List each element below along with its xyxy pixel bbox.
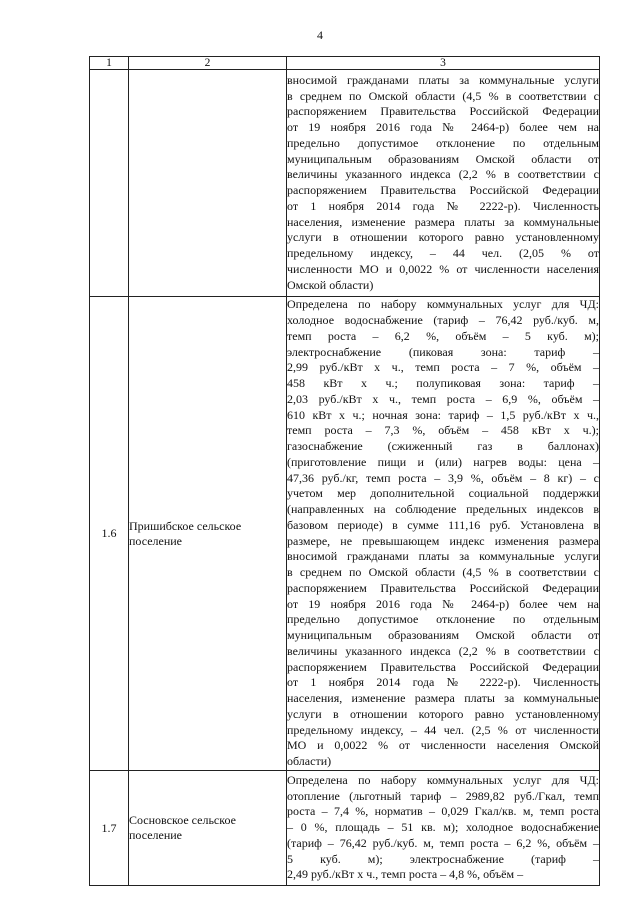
description-line: отопление (льготный тариф – 2989,82 руб./Гкал, темп — [287, 788, 599, 803]
description-line: темп роста – 7,3 %, объём – 458 кВт х ч.); — [287, 423, 599, 438]
description-line: предельному индексу, – 44 чел. (2,5 % от численности — [287, 722, 599, 737]
description-line: от 19 ноября 2016 года № 2464-р) более чем на — [287, 596, 599, 611]
description-line: предельно допустимое отклонение по отдельным — [287, 612, 599, 627]
description-line: 47,36 руб./кг, темп роста – 3,9 %, объём – 8 кг) – с — [287, 470, 599, 485]
row-number-cell — [90, 70, 129, 297]
description-line: холодное водоснабжение (тариф – 76,42 руб./куб. м, — [287, 313, 599, 327]
description-line: вносимой гражданами платы за коммунальные услуги — [287, 72, 599, 87]
header-col-2: 2 — [129, 57, 287, 70]
description-line: темп роста – 6,2 %, объём – 5 куб. м); — [287, 328, 599, 343]
description-line: в среднем по Омской области (4,5 % в соответствии с — [287, 88, 599, 103]
description-line: размере, не превышающем индекс изменения размера — [287, 533, 599, 548]
description-line: величины указанного индекса (2,2 % в соответствии с — [287, 167, 599, 182]
description-line: (приготовление пищи и (или) нагрев воды: цена – — [287, 454, 599, 469]
description-line: вносимой гражданами платы за коммунальные услуги — [287, 549, 599, 564]
row-settlement-name: Пришибское сельское поселение — [129, 297, 287, 771]
description-line: муниципальным образованиям Омской области от — [287, 628, 599, 642]
description-line: услуги в отношении которого равно установленному — [287, 230, 599, 245]
description-line: величины указанного индекса (2,2 % в соответствии с — [287, 643, 599, 658]
description-line: в среднем по Омской области (4,5 % в соответствии с — [287, 565, 599, 579]
description-line: Определена по набору коммунальных услуг для ЧД: — [287, 772, 599, 787]
table-row-1-5-continuation — [90, 70, 600, 297]
description-line: услуги в отношении которого равно установленному — [287, 706, 599, 721]
description-line: предельному индексу, – 44 чел. (2,05 % от — [287, 246, 599, 260]
table-row-1-7 — [90, 771, 600, 886]
description-line: базовом периоде) в сумме 111,16 руб. Установлена в — [287, 517, 599, 532]
description-line: населения, изменение размера платы за коммунальные — [287, 214, 599, 229]
description-line: 2,49 руб./кВт х ч., темп роста – 4,8 %, объём – — [287, 867, 524, 882]
row-number: 1.6 — [90, 297, 129, 771]
row-description — [287, 297, 600, 771]
header-col-1: 1 — [90, 57, 129, 70]
description-line: от 19 ноября 2016 года № 2464-р) более чем на — [287, 120, 599, 134]
description-line: электроснабжение (пиковая зона: тариф – — [287, 344, 599, 359]
description-line: (тариф – 76,42 руб./куб. м, темп роста – 6,2 %, объём – — [287, 835, 599, 850]
description-line: 5 куб. м); электроснабжение (тариф – — [287, 851, 599, 866]
description-line: 2,03 руб./кВт х ч., темп роста – 6,9 %, объём – — [287, 391, 599, 406]
row-description — [287, 771, 600, 886]
description-line: распоряжением Правительства Российской Федерации — [287, 104, 599, 119]
row-settlement-name: Сосновское сельское поселение — [129, 771, 287, 886]
table-header-row — [90, 57, 600, 70]
description-line: населения, изменение размера платы за коммунальные — [287, 691, 599, 705]
document-table — [89, 56, 600, 886]
description-line: распоряжением Правительства Российской Федерации — [287, 580, 599, 595]
description-line: от 1 ноября 2014 года № 2222-р). Численность — [287, 675, 599, 690]
description-line: распоряжением Правительства Российской Федерации — [287, 183, 599, 197]
description-line: Определена по набору коммунальных услуг для ЧД: — [287, 297, 599, 312]
header-col-3: 3 — [287, 57, 600, 70]
description-line: численности МО и 0,0022 % от численности населения — [287, 261, 599, 276]
description-line: распоряжением Правительства Российской Федерации — [287, 659, 599, 674]
description-line: газоснабжение (сжиженный газ в баллонах) — [287, 439, 599, 453]
description-line: 2,99 руб./кВт х ч., темп роста – 7 %, объём – — [287, 360, 599, 375]
row-description-cell — [287, 70, 600, 297]
row-name-cell — [129, 70, 287, 297]
description-line: области) — [287, 754, 332, 768]
row-number: 1.7 — [90, 771, 129, 886]
description-line: учетом мер дополнительной социальной поддержки — [287, 486, 599, 501]
description-line: (направленных на соблюдение предельных индексов в — [287, 502, 599, 516]
description-line: роста – 7,4 %, норматив – 0,029 Гкал/кв. м, темп роста — [287, 804, 599, 819]
description-line: муниципальным образованиям Омской области от — [287, 151, 599, 166]
page-number: 4 — [317, 28, 323, 42]
description-line: от 1 ноября 2014 года № 2222-р). Численность — [287, 198, 599, 213]
description-line: 458 кВт х ч.; полупиковая зона: тариф – — [287, 376, 599, 390]
description-line: – 0 %, площадь – 51 кв. м); холодное водоснабжение — [287, 820, 599, 835]
description-line: Омской области) — [287, 277, 374, 292]
table-row-1-6 — [90, 297, 600, 771]
description-line: предельно допустимое отклонение по отдельным — [287, 135, 599, 150]
description-line: 610 кВт х ч.; ночная зона: тариф – 1,5 руб./кВт х ч., — [287, 407, 599, 422]
description-line: МО и 0,0022 % от численности населения Омской — [287, 738, 599, 753]
